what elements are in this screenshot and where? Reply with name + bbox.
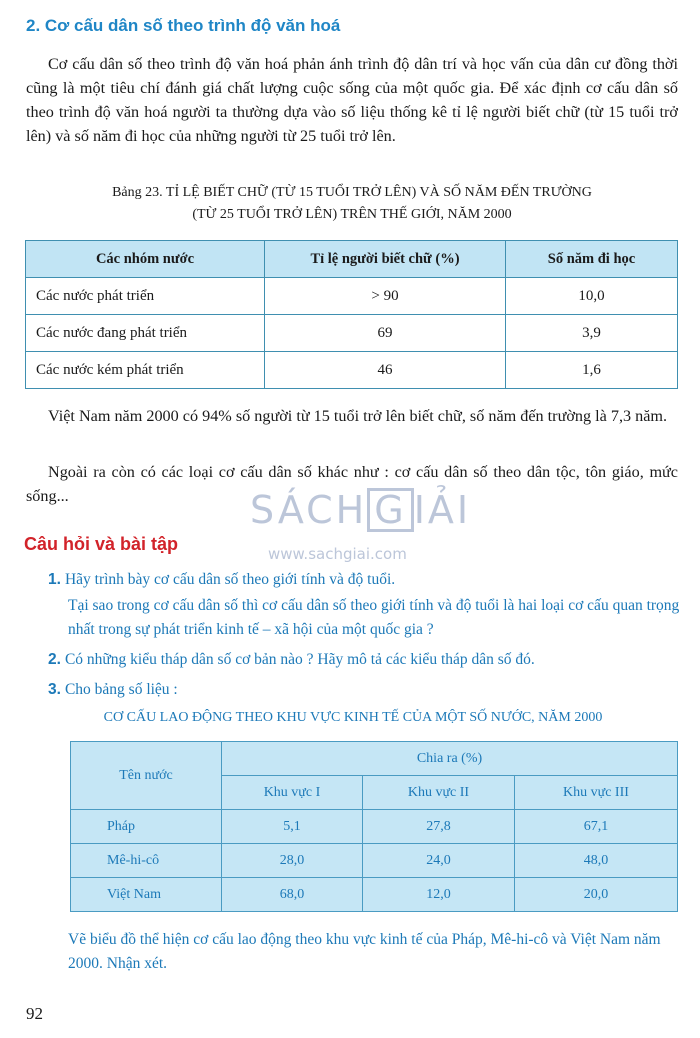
vietnam-paragraph: Việt Nam năm 2000 có 94% số người từ 15 tuổi trở lên biết chữ, số năm đến trường là 7,3 năm. (48, 407, 668, 425)
other-structures-paragraph: Ngoài ra còn có các loại cơ cấu dân số khác như : cơ cấu dân số theo dân tộc, tôn giáo, mức sống... (26, 463, 678, 505)
header-sector-2: Khu vực II (362, 776, 514, 810)
question-3 (48, 678, 680, 702)
cell-sector-1: 28,0 (222, 844, 363, 878)
table-row (71, 878, 678, 912)
question-1-sub: Tại sao trong cơ cấu dân số thì cơ cấu dân số theo giới tính và độ tuổi là hai loại cơ cấu quan trọng nhất trong sự phát triển kinh tế – xã hội của một quốc gia ? (68, 597, 680, 638)
cell-group: Các nước đang phát triển (26, 315, 265, 352)
page-number: 92 (26, 1004, 43, 1023)
literacy-table (25, 240, 678, 389)
table23-caption-line1: Bảng 23. TỈ LỆ BIẾT CHỮ (TỪ 15 TUỔI TRỞ LÊN) VÀ SỐ NĂM ĐẾN TRƯỜNG (112, 185, 592, 200)
cell-sector-2: 27,8 (362, 810, 514, 844)
question-1-text: Hãy trình bày cơ cấu dân số theo giới tính và độ tuổi. (64, 571, 396, 588)
table-row (26, 352, 678, 389)
header-country-groups: Các nhóm nước (26, 241, 265, 278)
cell-country: Mê-hi-cô (71, 844, 222, 878)
header-sector-3: Khu vực III (514, 776, 677, 810)
question-2-number: 2. (48, 651, 61, 668)
table-row (26, 278, 678, 315)
final-task: Vẽ biểu đồ thể hiện cơ cấu lao động theo khu vực kinh tế của Pháp, Mê-hi-cô và Việt Nam năm 2000. Nhận xét. (68, 931, 661, 972)
cell-literacy: 69 (265, 315, 506, 352)
cell-group: Các nước phát triển (26, 278, 265, 315)
labor-structure-table (70, 741, 678, 912)
cell-literacy: > 90 (265, 278, 506, 315)
header-group: Chia ra (%) (222, 742, 678, 776)
watermark-url: www.sachgiai.com (268, 545, 407, 563)
header-literacy-rate: Tỉ lệ người biết chữ (%) (265, 241, 506, 278)
question-2-text: Có những kiểu tháp dân số cơ bản nào ? Hãy mô tả các kiểu tháp dân số đó. (64, 651, 535, 668)
cell-group: Các nước kém phát triển (26, 352, 265, 389)
cell-sector-2: 24,0 (362, 844, 514, 878)
watermark-text-c: IẢI (413, 488, 472, 532)
header-school-years: Số năm đi học (506, 241, 678, 278)
intro-paragraph: Cơ cấu dân số theo trình độ văn hoá phản ánh trình độ dân trí và học vấn của dân cư đồng thời cũng là một tiêu chí đánh giá chất lượng cuộc sống của một quốc gia. Để xác định cơ cấu dân số theo trình độ văn hoá người ta thường dựa vào số liệu thống kê tỉ lệ người biết chữ (từ 15 tuổi trở lên) và số năm đi học của những người từ 25 tuổi trở lên. (26, 55, 678, 145)
question-3-text: Cho bảng số liệu : (64, 681, 178, 698)
watermark-text-b: G (367, 488, 413, 532)
header-sector-1: Khu vực I (222, 776, 363, 810)
question-2 (48, 648, 680, 672)
watermark-text-a: SÁCH (250, 488, 368, 532)
cell-sector-3: 20,0 (514, 878, 677, 912)
cell-country: Việt Nam (71, 878, 222, 912)
question-3-number: 3. (48, 681, 61, 698)
cell-country: Pháp (71, 810, 222, 844)
cell-years: 10,0 (506, 278, 678, 315)
table-row (71, 844, 678, 878)
table-header-row (71, 742, 678, 776)
watermark-logo (250, 488, 471, 532)
header-country: Tên nước (71, 742, 222, 810)
cell-sector-1: 68,0 (222, 878, 363, 912)
cell-years: 3,9 (506, 315, 678, 352)
table23-caption-line2: (TỪ 25 TUỔI TRỞ LÊN) TRÊN THẾ GIỚI, NĂM 2000 (192, 207, 512, 222)
question-1-number: 1. (48, 571, 61, 588)
question-1 (48, 568, 680, 592)
table-header-row (26, 241, 678, 278)
cell-sector-2: 12,0 (362, 878, 514, 912)
table-row (71, 810, 678, 844)
cell-sector-3: 67,1 (514, 810, 677, 844)
cell-sector-3: 48,0 (514, 844, 677, 878)
cell-sector-1: 5,1 (222, 810, 363, 844)
labor-table-caption: CƠ CẤU LAO ĐỘNG THEO KHU VỰC KINH TẾ CỦA MỘT SỐ NƯỚC, NĂM 2000 (103, 710, 603, 725)
section-title: 2. Cơ cấu dân số theo trình độ văn hoá (26, 16, 341, 35)
table-row (26, 315, 678, 352)
cell-years: 1,6 (506, 352, 678, 389)
exercises-title: Câu hỏi và bài tập (24, 534, 179, 554)
cell-literacy: 46 (265, 352, 506, 389)
